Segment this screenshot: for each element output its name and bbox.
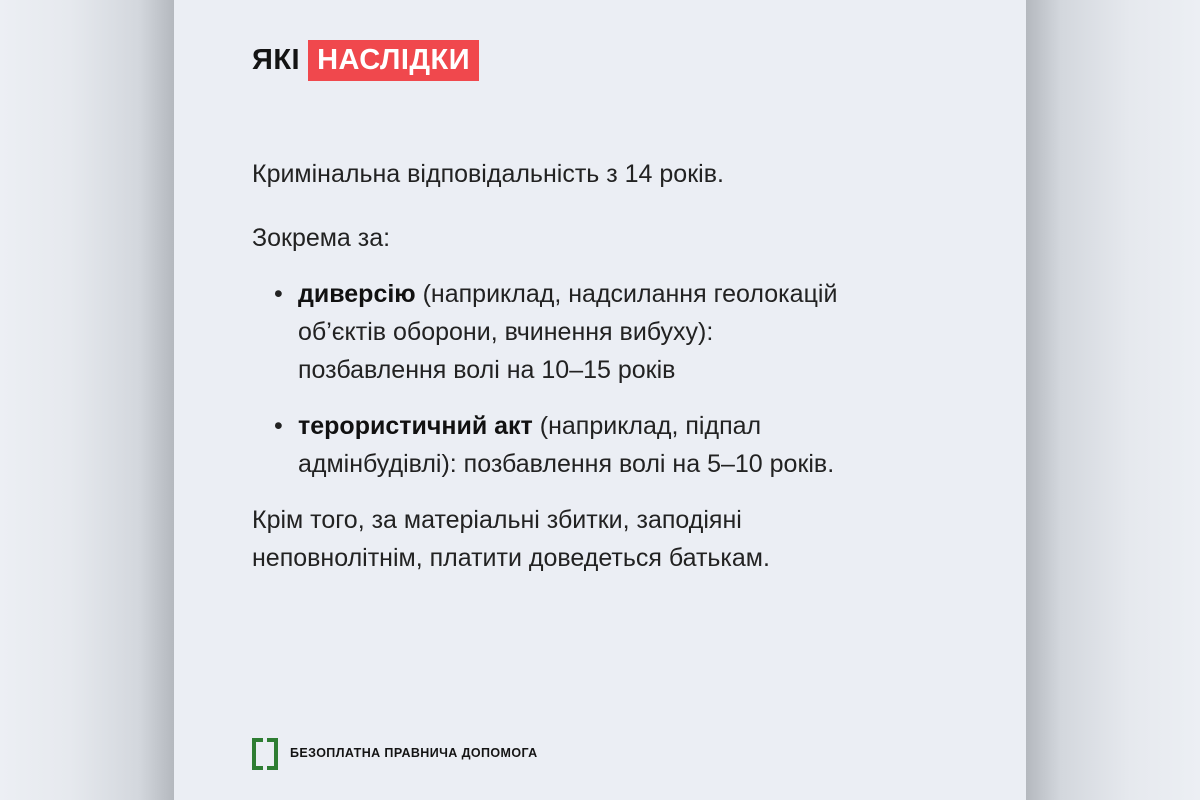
footer-branding xyxy=(252,738,538,768)
list-item xyxy=(252,407,972,483)
title-highlight: НАСЛІДКИ xyxy=(308,40,479,81)
bullet-term: диверсію xyxy=(298,280,416,308)
body-text xyxy=(252,155,972,577)
bullet-text: позбавлення волі на 10–15 років xyxy=(298,356,676,384)
paragraph-intro: Зокрема за: xyxy=(252,224,391,252)
page-title xyxy=(252,40,479,81)
org-name: БЕЗОПЛАТНА ПРАВНИЧА ДОПОМОГА xyxy=(290,746,538,760)
paragraph-line: неповнолітнім, платити доведеться батькам. xyxy=(252,544,770,572)
bullet-text: (наприклад, надсилання геолокацій xyxy=(415,280,838,308)
bullet-term: терористичний акт xyxy=(298,412,533,440)
bracket-logo-icon xyxy=(252,738,278,768)
paragraph-criminal-liability: Кримінальна відповідальність з 14 років. xyxy=(252,160,724,188)
title-plain: ЯКІ xyxy=(252,44,301,76)
list-item xyxy=(252,275,972,389)
paragraph-parents xyxy=(252,501,972,577)
bullet-text: адмінбудівлі): позбавлення волі на 5–10 років. xyxy=(298,450,835,478)
bullet-text: об’єктів оборони, вчинення вибуху): xyxy=(298,318,714,346)
bullet-text: (наприклад, підпал xyxy=(532,412,762,440)
paragraph-line: Крім того, за матеріальні збитки, заподіяні xyxy=(252,506,742,534)
info-card xyxy=(174,0,1026,800)
left-backdrop xyxy=(0,0,174,800)
right-backdrop xyxy=(1026,0,1200,800)
bullet-list xyxy=(252,275,972,483)
